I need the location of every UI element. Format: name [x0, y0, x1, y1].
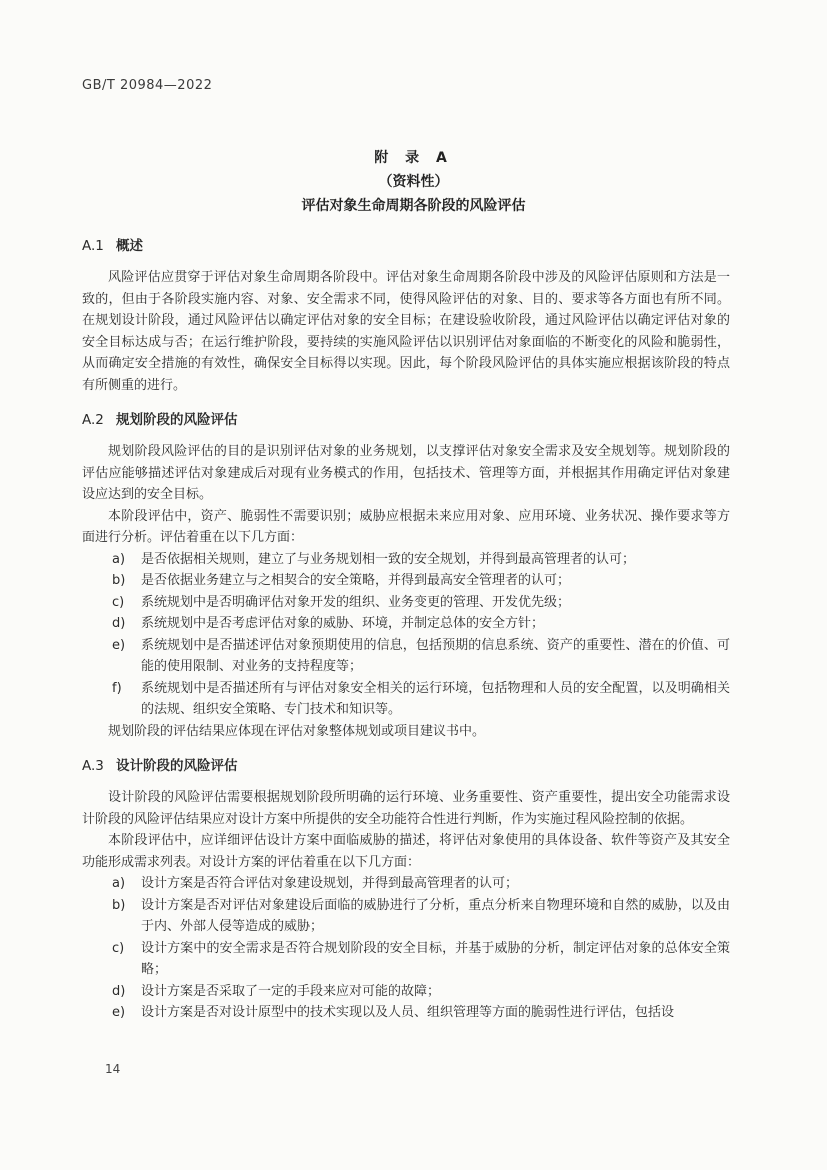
paragraph: 规划阶段风险评估的目的是识别评估对象的业务规划，以支撑评估对象安全需求及安全规划等。规划阶段的评估应能够描述评估对象建成后对现有业务模式的作用，包括技术、管理等方面，并根据其作用确定评估对象建设应达到的安全目标。: [82, 444, 730, 502]
document-body: [82, 236, 730, 1024]
list-item-label: e): [112, 1005, 126, 1020]
list-item-text: 系统规划中是否考虑评估对象的威胁、环境，并制定总体的安全方针；: [141, 616, 545, 631]
appendix-heading: [0, 146, 827, 218]
section-title: 概述: [116, 238, 143, 254]
list-item-label: d): [112, 616, 126, 631]
list-item-label: e): [112, 637, 126, 653]
list-item-text: 系统规划中是否明确评估对象开发的组织、业务变更的管理、开发优先级；: [141, 594, 571, 610]
list-item: [82, 938, 730, 981]
list-item-text: 系统规划中是否描述所有与评估对象安全相关的运行环境，包括物理和人员的安全配置，以及明确相关的法规、组织安全策略、专门技术和知识等。: [141, 680, 730, 717]
section-number: A.3: [82, 758, 104, 774]
appendix-title: 附 录 A: [374, 150, 453, 166]
list-item: [82, 1002, 730, 1024]
list-item-text: 是否依据业务建立与之相契合的安全策略，并得到最高安全管理者的认可；: [141, 573, 571, 588]
section-heading-a1: [82, 236, 730, 257]
list-item-label: f): [112, 680, 122, 696]
paragraph: 规划阶段的评估结果应体现在评估对象整体规划或项目建议书中。: [108, 723, 486, 739]
list-item: [82, 981, 730, 1003]
section-number: A.1: [82, 238, 104, 254]
list-item-text: 设计方案是否对设计原型中的技术实现以及人员、组织管理等方面的脆弱性进行评估，包括设: [141, 1005, 675, 1020]
list-item-label: b): [112, 897, 126, 913]
list-item-text: 是否依据相关规则，建立了与业务规划相一致的安全规划，并得到最高管理者的认可；: [141, 551, 636, 567]
list-item-text: 设计方案是否采取了一定的手段来应对可能的故障；: [141, 983, 441, 999]
list-item-text: 设计方案中的安全需求是否符合规划阶段的安全目标，并基于威胁的分析，制定评估对象的总体安全策略；: [141, 940, 730, 977]
section-heading-a3: [82, 756, 730, 777]
list-item: [82, 613, 730, 635]
paragraph: 本阶段评估中，资产、脆弱性不需要识别；威胁应根据未来应用对象、应用环境、业务状况、操作要求等方面进行分析。评估着重在以下几方面：: [82, 508, 730, 545]
list-item: [82, 635, 730, 678]
list-item: [82, 678, 730, 721]
section-heading-a2: [82, 410, 730, 431]
list-item: [82, 895, 730, 938]
section-title: 设计阶段的风险评估: [116, 758, 238, 774]
list-item-text: 设计方案是否对评估对象建设后面临的威胁进行了分析，重点分析来自物理环境和自然的威胁，以及由于内、外部人侵等造成的威胁；: [141, 897, 730, 934]
paragraph: 本阶段评估中，应详细评估设计方案中面临威胁的描述，将评估对象使用的具体设备、软件等资产及其安全功能形成需求列表。对设计方案的评估着重在以下几方面：: [82, 833, 730, 870]
list-item: [82, 549, 730, 571]
paragraph: 风险评估应贯穿于评估对象生命周期各阶段中。评估对象生命周期各阶段中涉及的风险评估原则和方法是一致的，但由于各阶段实施内容、对象、安全需求不同，使得风险评估的对象、目的、要求等各方面也有所不同。在规划设计阶段，通过风险评估以确定评估对象的安全目标；在建设验收阶段，通过风险评估以确定评估对象的安全目标达成与否；在运行维护阶段，要持续的实施风险评估以识别评估对象面临的不断变化的风险和脆弱性，从而确定安全措施的有效性，确保安全目标得以实现。因此，每个阶段风险评估的具体实施应根据该阶段的特点有所侧重的进行。: [82, 270, 730, 393]
list-item: [82, 873, 730, 895]
appendix-nature: （资料性）: [378, 174, 449, 190]
page-number: 14: [105, 1062, 121, 1076]
list-item-text: 系统规划中是否描述评估对象预期使用的信息，包括预期的信息系统、资产的重要性、潜在的价值、可能的使用限制、对业务的支持程度等；: [141, 637, 730, 674]
list-item-label: d): [112, 983, 126, 999]
section-title: 规划阶段的风险评估: [116, 412, 238, 428]
list-item-label: b): [112, 573, 126, 588]
list-item-label: c): [112, 594, 125, 610]
standard-code: GB/T 20984—2022: [82, 78, 213, 93]
list-item-text: 设计方案是否符合评估对象建设规划，并得到最高管理者的认可；: [141, 876, 519, 891]
list-item: [82, 592, 730, 614]
appendix-subtitle: 评估对象生命周期各阶段的风险评估: [301, 198, 526, 214]
list-item-label: a): [112, 551, 126, 567]
list-item-label: a): [112, 876, 126, 891]
list-item-label: c): [112, 940, 125, 956]
paragraph: 设计阶段的风险评估需要根据规划阶段所明确的运行环境、业务重要性、资产重要性，提出安全功能需求设计阶段的风险评估结果应对设计方案中所提供的安全功能符合性进行判断，作为实施过程风险控制的依据。: [82, 790, 730, 827]
list-item: [82, 570, 730, 592]
section-number: A.2: [82, 412, 104, 428]
